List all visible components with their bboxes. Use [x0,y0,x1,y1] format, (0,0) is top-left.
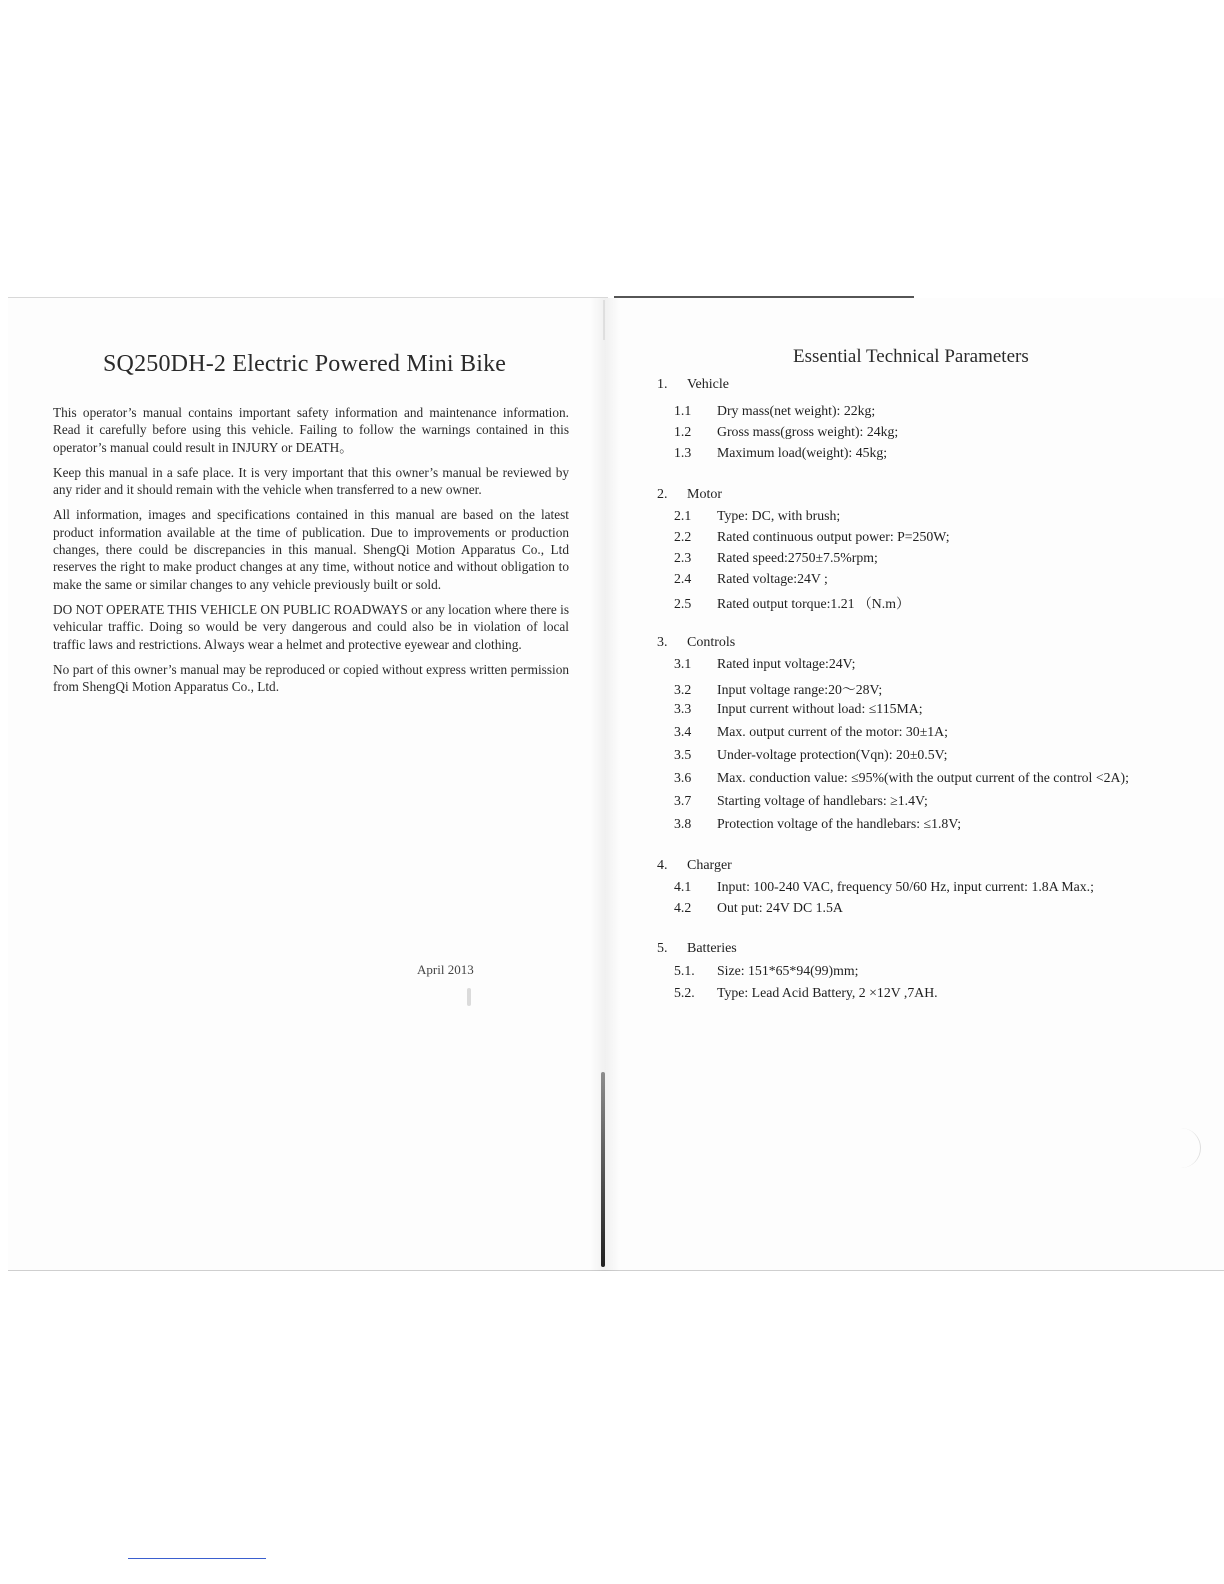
item-number: 2.3 [674,550,692,565]
item-number: 3.4 [674,724,692,739]
book-spine-shadow [590,298,620,1271]
paragraph-copyright: No part of this owner’s manual may be reproduced or copied without express written permission from ShengQi Motion Apparatus Co., Ltd. [53,661,569,695]
item-text: Max. output current of the motor: 30±1A; [717,724,948,739]
item-text: Type: Lead Acid Battery, 2 ×12V ,7AH. [717,985,938,1000]
list-item [674,529,950,545]
item-text: Input: 100-240 VAC, frequency 50/60 Hz, input current: 1.8A Max.; [717,879,1094,894]
item-number: 3.7 [674,793,692,808]
list-item [674,445,887,461]
paragraph-keep-manual: Keep this manual in a safe place. It is very important that this owner’s manual be reviewed by any rider and it should remain with the vehicle when transferred to a new owner. [53,464,569,498]
item-text: Under-voltage protection(Vqn): 20±0.5V; [717,747,948,762]
section-number: 4. [657,858,668,873]
page-edge-top-left [8,297,608,298]
paragraph-information: All information, images and specifications contained in this manual are based on the latest product information available at the time of publication. Due to improvements or production changes, there could be discrepancies in this manual. ShengQi Motion Apparatus Co., Ltd reserves the right to make product changes at any time, without notice and without obligation to make the same or similar changes to any vehicle previously built or sold. [53,507,569,592]
list-item [674,963,858,979]
list-item [674,985,938,1001]
item-number: 4.1 [674,879,692,894]
list-item [674,424,898,440]
list-item [674,701,923,717]
section-label: Motor [687,487,722,502]
item-number: 3.2 [674,682,692,697]
item-number: 5.1. [674,963,695,978]
publication-date: April 2013 [417,962,474,977]
section-vehicle [657,377,729,393]
spine-fold-mark [601,1072,605,1267]
item-number: 2.4 [674,571,692,586]
item-number: 1.3 [674,445,692,460]
item-text: Starting voltage of handlebars: ≥1.4V; [717,793,928,808]
item-text: Protection voltage of the handlebars: ≤1.8V; [717,816,962,831]
list-item [674,592,910,612]
item-number: 5.2. [674,985,695,1000]
paragraph-safety: This operator’s manual contains important safety information and maintenance information. Read it carefully before using this vehicle. Failing to follow the warnings contained in this operator’s manual could result in INJURY or DEATH。 [53,405,569,455]
item-number: 4.2 [674,900,692,915]
section-number: 1. [657,377,668,392]
list-item [674,508,840,524]
spine-fold-top [603,300,605,340]
item-text: Input current without load: ≤115MA; [717,701,923,716]
paragraph-warning: DO NOT OPERATE THIS VEHICLE ON PUBLIC ROADWAYS or any location where there is vehicular traffic. Doing so would be very dangerous and could also be in violation of local traffic laws and restrictions. Always wear a helmet and protective eyewear and clothing. [53,601,569,652]
page-edge-top-right [614,296,914,298]
item-text: Rated output torque:1.21 （N.m） [717,596,910,611]
item-text: Input voltage range:20～28V; [717,682,883,697]
scan-smudge [467,988,471,1006]
list-item [674,900,843,916]
section-number: 3. [657,635,668,650]
intro-text [53,404,569,703]
item-number: 1.1 [674,403,692,418]
manual-title: SQ250DH-2 Electric Powered Mini Bike [103,351,507,377]
item-text: Gross mass(gross weight): 24kg; [717,424,899,439]
section-motor [657,487,722,503]
item-text: Max. conduction value: ≤95%(with the output current of the control <2A); [717,770,1129,785]
parameters-title: Essential Technical Parameters [793,346,1029,367]
list-item [674,403,875,419]
item-number: 3.8 [674,816,692,831]
item-number: 1.2 [674,424,692,439]
list-item [674,879,1094,895]
list-item [674,816,961,832]
list-item [674,770,1129,786]
item-text: Out put: 24V DC 1.5A [717,900,843,915]
item-number: 2.5 [674,596,692,611]
page-bottom-rule [128,1558,266,1559]
item-text: Size: 151*65*94(99)mm; [717,963,859,978]
list-item [674,793,928,809]
item-text: Maximum load(weight): 45kg; [717,445,888,460]
item-number: 3.1 [674,656,692,671]
section-number: 5. [657,941,668,956]
list-item [674,678,882,698]
section-batteries [657,941,737,957]
list-item [674,656,855,672]
item-number: 3.5 [674,747,692,762]
item-text: Rated speed:2750±7.5%rpm; [717,550,878,565]
section-controls [657,635,735,651]
item-text: Rated input voltage:24V; [717,656,856,671]
list-item [674,724,948,740]
section-label: Vehicle [687,377,729,392]
item-text: Dry mass(net weight): 22kg; [717,403,876,418]
list-item [674,747,947,763]
list-item [674,571,828,587]
item-number: 3.3 [674,701,692,716]
section-label: Batteries [687,941,737,956]
item-text: Rated continuous output power: P=250W; [717,529,950,544]
section-label: Charger [687,858,732,873]
item-text: Type: DC, with brush; [717,508,841,523]
list-item [674,550,878,566]
section-charger [657,858,732,874]
item-number: 2.1 [674,508,692,523]
item-text: Rated voltage:24V ; [717,571,828,586]
section-label: Controls [687,635,736,650]
section-number: 2. [657,487,668,502]
item-number: 3.6 [674,770,692,785]
item-number: 2.2 [674,529,692,544]
